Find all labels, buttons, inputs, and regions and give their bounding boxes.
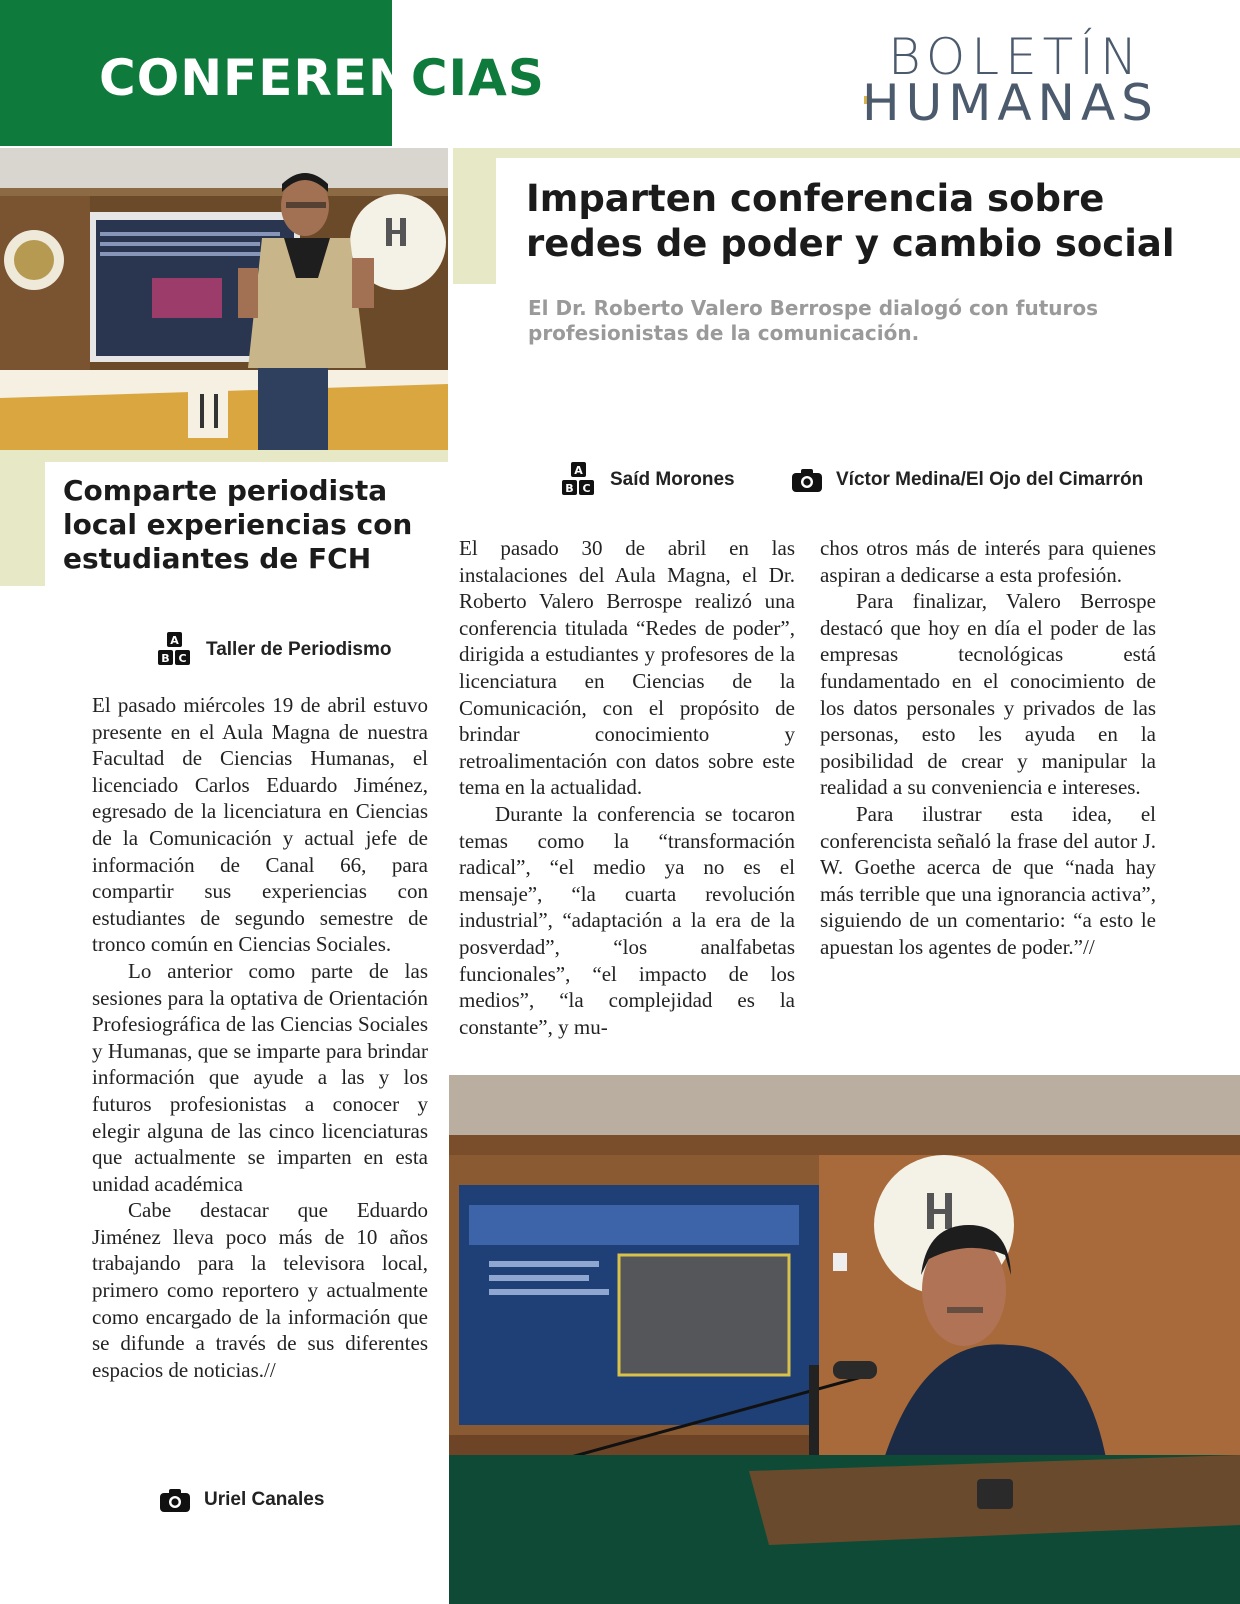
side-photo-credit bbox=[160, 1488, 324, 1512]
photo-speaker-journalist bbox=[0, 148, 448, 450]
svg-text:B: B bbox=[565, 482, 574, 495]
main-article-column-2 bbox=[820, 535, 1156, 961]
main-col1-paragraph-2: Durante la conferencia se tocaron temas como la “transformación radical”, “el medio ya no es el mensaje”, “la cuarta revolución industrial”, “adaptación a la era de la posverdad”, “los analfabetas funcionales”, “el impacto de los medios”, “la complejidad es la constante”, y mu- bbox=[459, 801, 795, 1039]
main-photo-credit bbox=[792, 468, 1143, 492]
side-article-body bbox=[92, 692, 428, 1383]
svg-text:A: A bbox=[574, 464, 583, 477]
main-col2-paragraph-3: Para ilustrar esta idea, el conferencista señaló la frase del autor J. W. Goethe acerca de que “nada hay más terrible que una ignorancia activa”, siguiendo de un comentario: “a esto le apuestan los agentes de poder.”// bbox=[820, 801, 1156, 959]
main-col2-paragraph-2: Para finalizar, Valero Berrospe destacó que hoy en día el poder de las empresas tecnológicas está fundamentado en el conocimiento de los datos personales y privados de las personas, esto les ayuda en la posibilidad de crear y manipular la realidad a su conveniencia e intereses. bbox=[820, 589, 1156, 800]
section-title bbox=[99, 48, 545, 108]
main-article-headline: Imparten conferencia sobre redes de poder y cambio social bbox=[526, 177, 1175, 265]
photo-speaker-journalist-illustration bbox=[0, 148, 448, 450]
side-article-headline: Comparte periodista local experiencias con estudiantes de FCH bbox=[63, 474, 413, 575]
camera-icon bbox=[160, 1488, 190, 1512]
boletin-humanas-logo bbox=[862, 28, 1192, 132]
main-author-credit bbox=[560, 462, 735, 498]
abc-blocks-icon bbox=[560, 462, 596, 498]
side-paragraph-1: El pasado miércoles 19 de abril estuvo presente en el Aula Magna de nuestra Facultad de Ciencias Humanas, el licenciado Carlos Eduardo Jiménez, egresado de la licenciatura en Ciencias de la Comunicación y actual jefe de información de Canal 66, para compartir sus experiencias con estudiantes de segundo semestre de tronco común en Ciencias Sociales. bbox=[92, 693, 428, 957]
camera-icon bbox=[792, 468, 822, 492]
main-col2-paragraph-1: chos otros más de interés para quienes aspiran a dedicarse a esta profesión. bbox=[820, 536, 1156, 587]
main-col1-paragraph-1: El pasado 30 de abril en las instalaciones del Aula Magna, el Dr. Roberto Valero Berrospe realizó una conferencia titulada “Redes de poder”, dirigida a estudiantes y profesores de la licenciatura en Ciencias de la Comunicación, con el propósito de brindar conocimiento y retroalimentación con datos sobre este tema en la actualidad. bbox=[459, 536, 795, 800]
svg-text:B: B bbox=[161, 652, 170, 665]
main-article-subtitle: El Dr. Roberto Valero Berrospe dialogó con futuros profesionistas de la comunicación. bbox=[528, 296, 1099, 345]
photo-lecturer-conference-illustration bbox=[449, 1075, 1240, 1604]
side-photo-credit-name: Uriel Canales bbox=[204, 1489, 325, 1510]
side-paragraph-3: Cabe destacar que Eduardo Jiménez lleva poco más de 10 años trabajando para la televisora local, primero como reportero y actualmente como encargado de la información que se difunde a través de sus diferentes espacios de noticias.// bbox=[92, 1198, 428, 1382]
photo-lecturer-conference bbox=[449, 1075, 1240, 1604]
svg-text:C: C bbox=[178, 652, 187, 665]
main-author-name: Saíd Morones bbox=[610, 469, 735, 490]
abc-blocks-icon bbox=[156, 632, 192, 668]
logo-line-1: BOLETÍN bbox=[888, 28, 1144, 86]
side-paragraph-2: Lo anterior como parte de las sesiones para la optativa de Orientación Profesiográfica de las Ciencias Sociales y Humanas, que se imparte para brindar información que ayude a las y los futuros profesionistas a conocer y elegir alguna de las cinco licenciaturas que actualmente se imparten en esta unidad académica bbox=[92, 958, 428, 1196]
side-author-name: Taller de Periodismo bbox=[206, 639, 392, 660]
main-article-column-1 bbox=[459, 535, 795, 1040]
svg-text:A: A bbox=[170, 634, 179, 647]
section-title-part-a: CONFEREN bbox=[99, 49, 411, 107]
logo-line-2: HUMANAS bbox=[862, 74, 1159, 132]
svg-text:C: C bbox=[582, 482, 591, 495]
section-title-part-b: CIAS bbox=[410, 49, 545, 107]
main-photo-credit-name: Víctor Medina/El Ojo del Cimarrón bbox=[836, 469, 1144, 490]
side-author-credit bbox=[156, 632, 391, 668]
